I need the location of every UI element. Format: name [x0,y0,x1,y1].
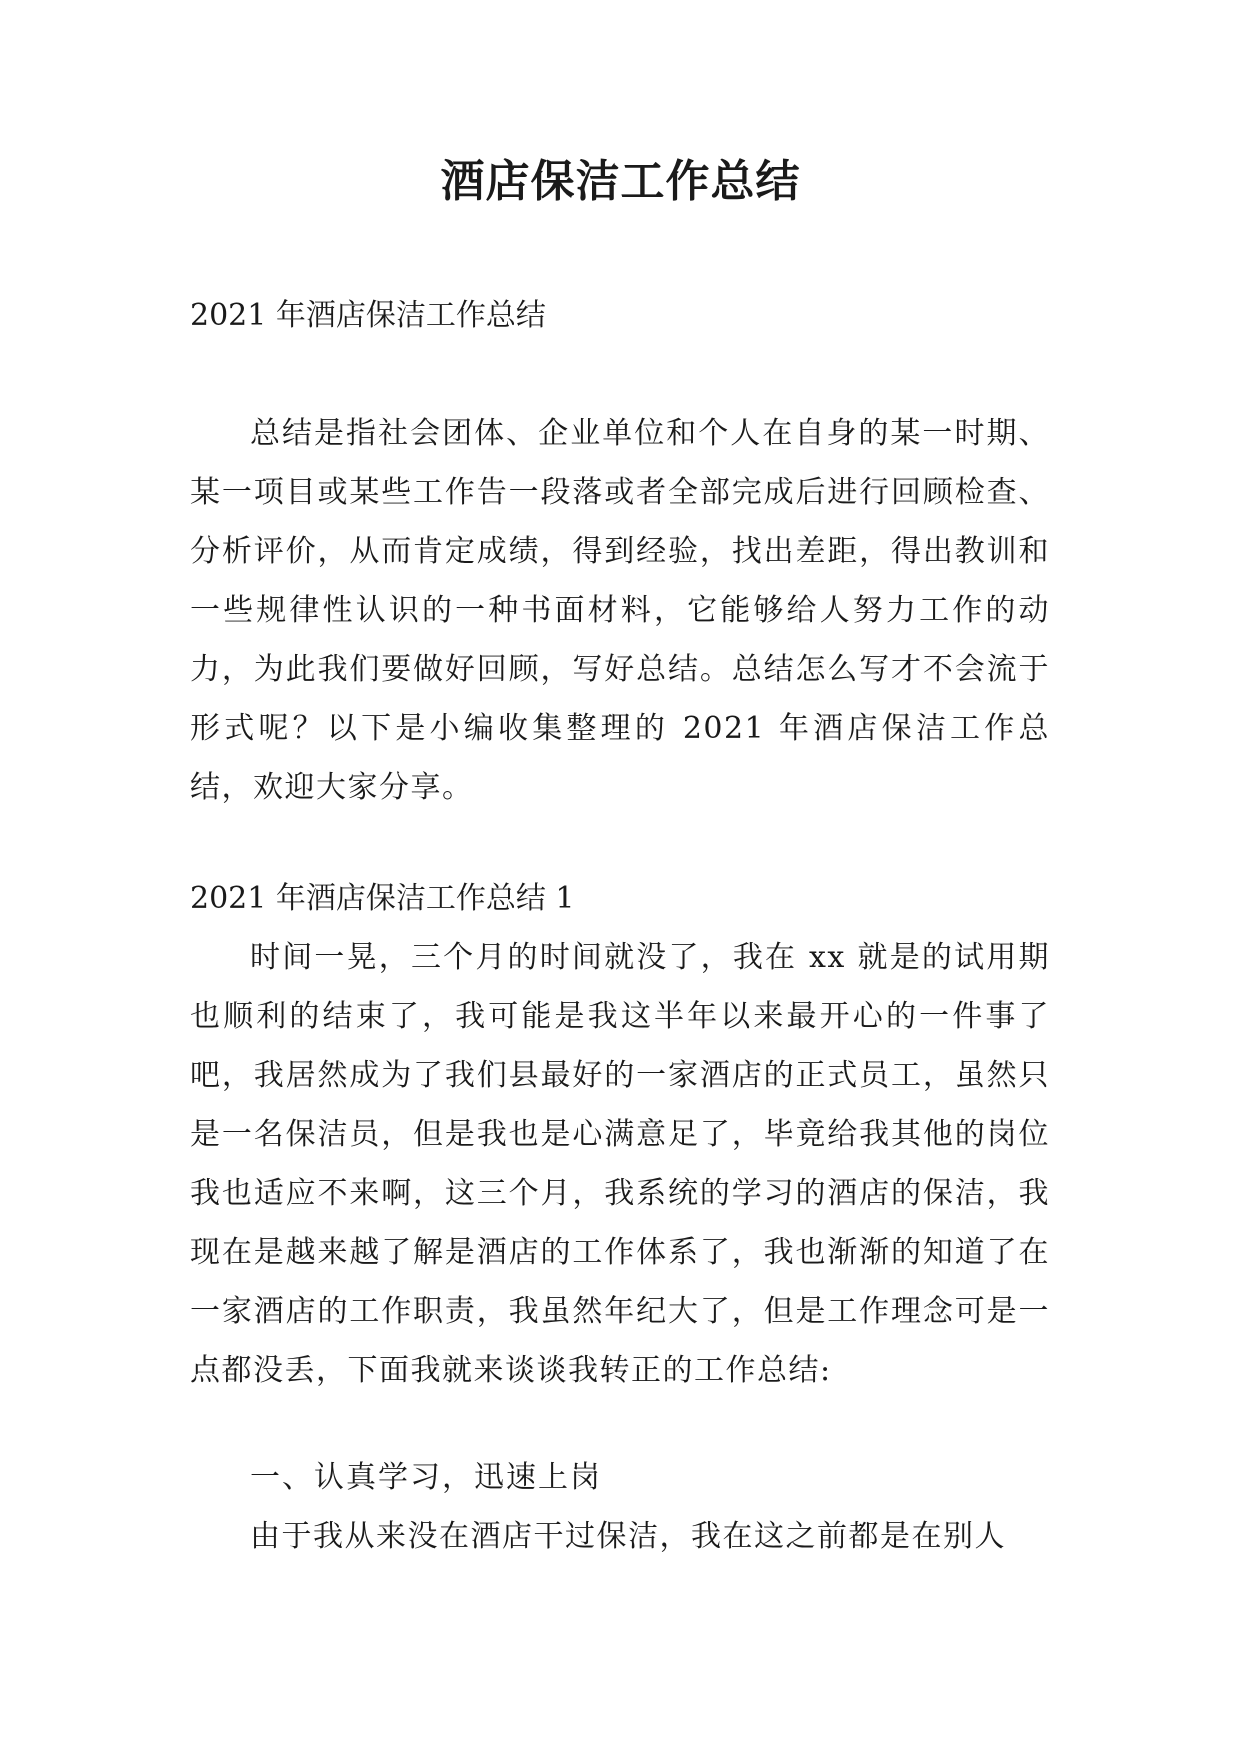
blank-line [190,1400,1050,1448]
document-subtitle: 2021 年酒店保洁工作总结 [190,298,546,333]
point-heading: 一、认真学习，迅速上岗 [250,1460,602,1495]
section-heading: 2021 年酒店保洁工作总结 1 [190,881,575,916]
section-paragraph: 时间一晃，三个月的时间就没了，我在 xx 就是的试用期也顺利的结束了，我可能是我这半年以来最开心的一件事了吧，我居然成为了我们县最好的一家酒店的正式员工，虽然只是一名保洁员，但是我也是心满意足了，毕竟给我其他的岗位我也适应不来啊，这三个月，我系统的学习的酒店的保洁，我现在是越来越了解是酒店的工作体系了，我也渐渐的知道了在一家酒店的工作职责，我虽然年纪大了，但是工作理念可是一点都没丢，下面我就来谈谈我转正的工作总结: [190,940,1050,1388]
blank-line [190,345,1050,404]
point-paragraph: 由于我从来没在酒店干过保洁，我在这之前都是在别人 [250,1519,1006,1554]
intro-paragraph: 总结是指社会团体、企业单位和个人在自身的某一时期、某一项目或某些工作告一段落或者全部完成后进行回顾检查、分析评价，从而肯定成绩，得到经验，找出差距，得出教训和一些规律性认识的一种书面材料，它能够给人努力工作的动力，为此我们要做好回顾，写好总结。总结怎么写才不会流于形式呢？以下是小编收集整理的 2021 年酒店保洁工作总结，欢迎大家分享。 [190,416,1050,805]
document-body [190,286,1050,1566]
document-title: 酒店保洁工作总结 [440,156,801,207]
blank-line [190,817,1050,869]
